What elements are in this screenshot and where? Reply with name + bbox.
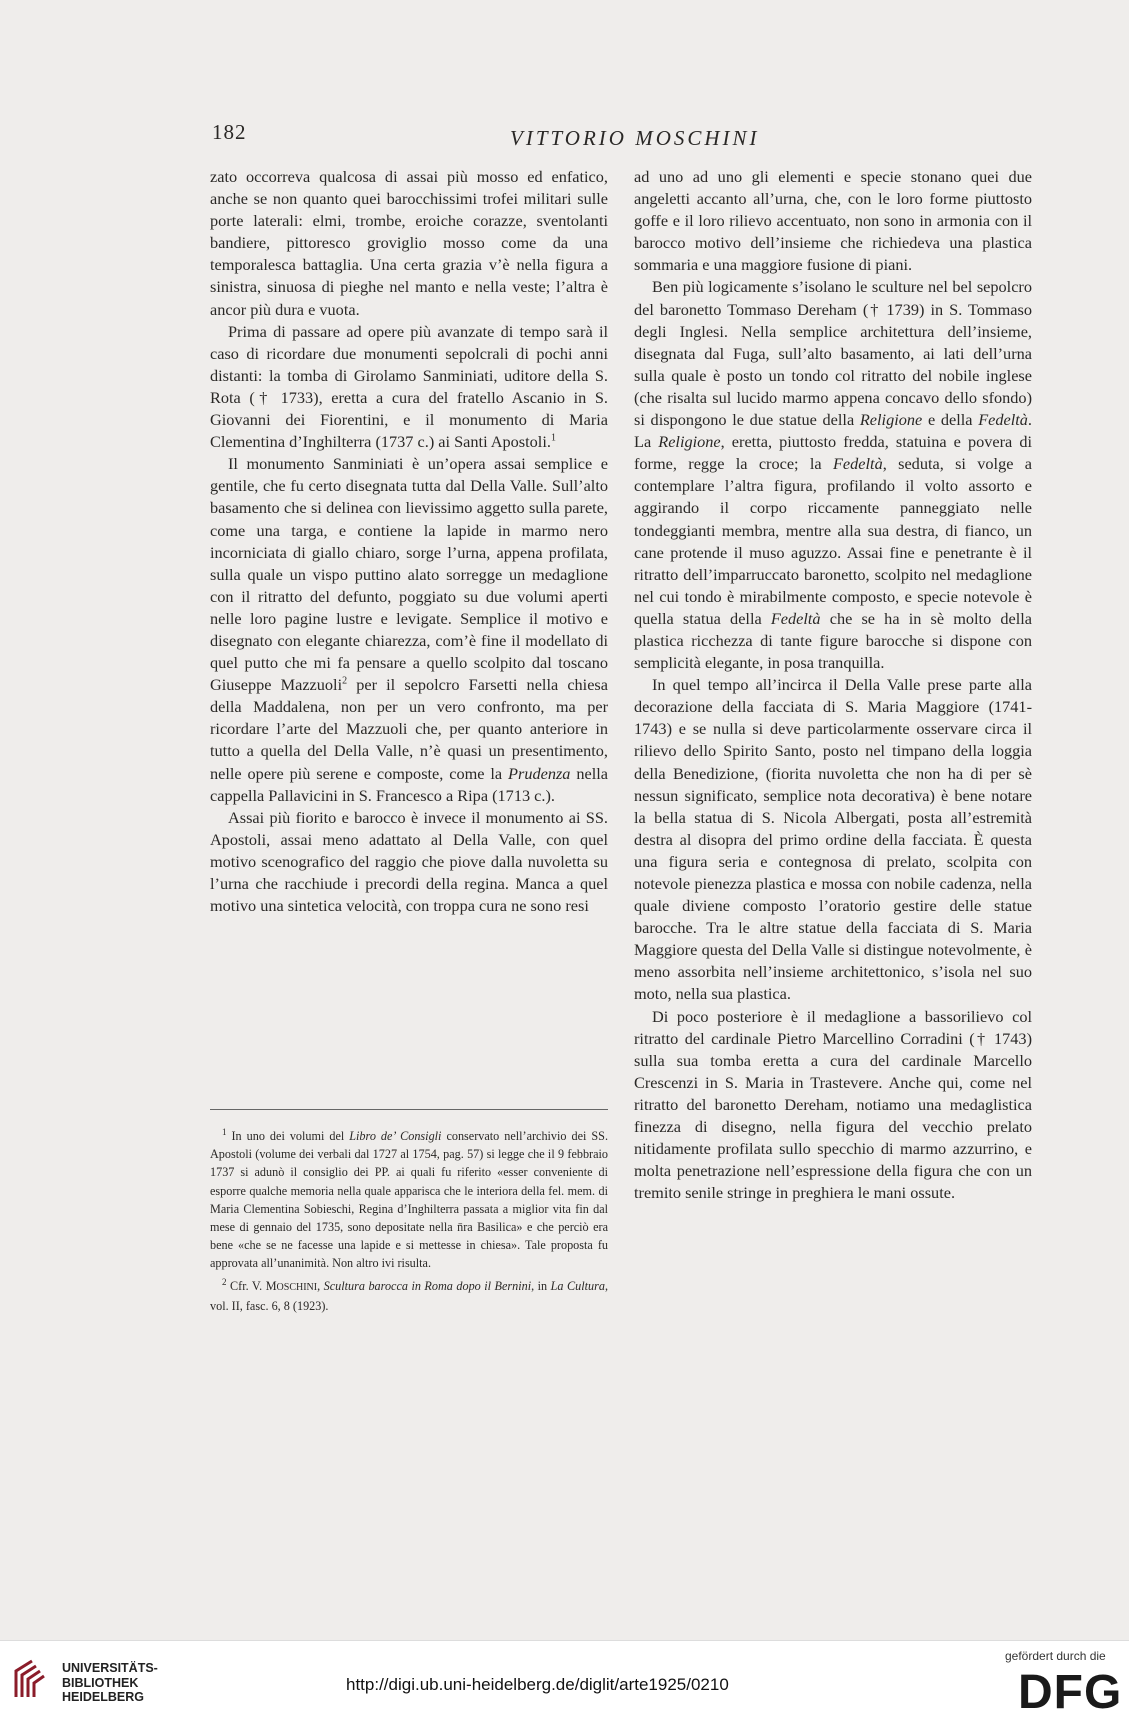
paragraph: ad uno ad uno gli elementi e specie stonano quei due angeletti accanto all’urna, che, con le loro forme piuttosto goffe e il loro rilievo accentuato, non sono in armonia con il barocco motivo dell’insieme che richiedeva una plastica sommaria e una maggiore fusione di piani. — [634, 167, 1032, 275]
paragraph: Il monumento Sanminiati è un’opera assai semplice e gentile, che fu certo disegnata tutta dal Della Valle. Sull’alto basamento che si delinea con lievissimo aggetto sulla parete, come una targa, e contiene la lapide in marmo nero incorniciata di giallo chiaro, sorge l’urna, appena profilata, sulla quale un vispo puttino alato sorregge un medaglione con il ritratto del defunto, poggiato su due volumi aperti nelle loro pagine lustre e levigate. Semplice il motivo e disegnato con elegante chiarezza, com’è fine il modellato di quel putto che mi fa pensare a quello scolpito dal toscano Giuseppe Mazzuoli$^2$ per il sepolcro Farsetti nella chiesa della Maddalena, non per un vero confronto, ma per ricordare l’arte del Mazzuoli che, per quanto anteriore in tutto a quella del Della Valle, n’è quasi un presentimento, nelle opere più serene e composte, come la Prudenza nella cappella Pallavicini in S. Francesco a Ripa (1713 c.). — [210, 454, 608, 805]
paragraph: zato occorreva qualcosa di assai più mosso ed enfatico, anche se non quanto quei barocchissimi trofei militari sulle porte laterali: elmi, trombe, eroiche corazze, sventolanti bandiere, pittoresco groviglio mosso come da una temporalesca battaglia. Una certa grazia v’è nella figura a sinistra, sinuosa di pieghe nel manto e nella veste; l’altra è ancor più dura e vuota. — [210, 167, 608, 319]
running-title: VITTORIO MOSCHINI — [510, 126, 760, 150]
page-number: 182 — [212, 120, 247, 144]
right-text-column — [634, 166, 1032, 1204]
permalink-url[interactable]: http://digi.ub.uni-heidelberg.de/diglit/arte1925/0210 — [346, 1675, 729, 1694]
footnote-divider — [210, 1109, 608, 1110]
library-name — [62, 1661, 158, 1705]
footnote: $^2$ Cfr. V. MOSCHINI, Scultura barocca in Roma dopo il Bernini, in La Cultura, vol. II, fasc. 6, 8 (1923). — [210, 1276, 608, 1313]
funded-by-label: gefördert durch die — [1005, 1649, 1106, 1663]
paragraph: In quel tempo all’incirca il Della Valle prese parte alla decorazione della facciata di S. Maria Maggiore (1741-1743) e se nulla si deve particolarmente osservare circa il rilievo dello Spirito Santo, posto nel timpano della loggia della Benedizione, (fiorita nuvoletta che non ha di per sè nessun significato, semplice nota decorativa) è bene notare la bella statua di S. Nicola Albergati, posta all’estremità destra al disopra del primo ordine della facciata. È questa una figura seria e contegnosa di prelato, scolpita con notevole pienezza plastica e mossa con nobile cadenza, nella quale diviene composto l’oratorio gestire delle statue barocche. Tra le altre statue della facciata di S. Maria Maggiore questa del Della Valle si distingue notevolmente, è meno assorbita nell’insieme architettonico, s’isola nel suo moto, nella sua plastica. — [634, 675, 1032, 1004]
left-text-column — [210, 166, 608, 917]
dfg-logo: DFG — [1018, 1666, 1123, 1719]
paragraph: Prima di passare ad opere più avanzate di tempo sarà il caso di ricordare due monumenti sepolcrali di pochi anni distanti: la tomba di Girolamo Sanminiati, uditore della S. Rota († 1733), eretta a cura del fratello Ascanio in S. Giovanni dei Fiorentini, e il monumento di Maria Clementina d’Inghilterra (1737 c.) ai Santi Apostoli.$^1$ — [210, 321, 608, 452]
footnotes — [210, 1127, 608, 1319]
library-logo-icon — [12, 1657, 54, 1701]
library-name-line: HEIDELBERG — [62, 1690, 144, 1704]
footnote: $^1$ In uno dei volumi del Libro de’ Consigli conservato nell’archivio dei SS. Apostoli (volume dei verbali dal 1727 al 1754, pag. 57) si legge che il 9 febbraio 1737 si adunò il consiglio dei PP. ai quali fu riferito «esser conveniente di esporre qualche memoria nella quale apparisca che le interiora della fel. mem. di Maria Clementina Sobieschi, Regina d’Inghilterra passata a miglior vita fin dal mese di gennaio del 1735, sono depositate nella n̄ra Basilica» e che perciò era bene «che se ne facesse una lapide e si mettesse in chiesa». Tale proposta fu approvata all’unanimità. Non altro ivi risulta. — [210, 1126, 608, 1271]
paragraph: Di poco posteriore è il medaglione a bassorilievo col ritratto del cardinale Pietro Marcellino Corradini († 1743) sulla sua tomba eretta a cura del cardinale Marcello Crescenzi in S. Maria in Trastevere. Anche qui, come nel ritratto del baronetto Dereham, notiamo una medaglistica finezza di disegno, nella figura del vecchio prelato nitidamente profilata sullo specchio di marmo azzurrino, e molta penetrazione nell’espressione della figura che con un tremito senile stringe in preghiera le mani ossute. — [634, 1006, 1032, 1203]
paragraph: Ben più logicamente s’isolano le sculture nel bel sepolcro del baronetto Tommaso Dereham († 1739) in S. Tommaso degli Inglesi. Nella semplice architettura dell’insieme, disegnata dal Fuga, sull’alto basamento, ai lati dell’urna sulla quale è posto un tondo col ritratto del nobile inglese (che risalta sul lucido marmo appena concavo dello sfondo) si dispongono le due statue della Religione e della Fedeltà. La Religione, eretta, piuttosto fredda, statuina e povera di forme, regge la croce; la Fedeltà, seduta, si volge a contemplare l’altra figura, profilando il volto assorto e aggirando il corpo riccamente panneggiato nelle tondeggianti membra, mentre alla sua destra, di fianco, un cane protende il muso aguzzo. Assai fine e penetrante è il ritratto dell’imparruccato baronetto, scolpito nel medaglione nel cui tondo è mirabilmente composto, e specie notevole è quella statua della Fedeltà che se ha in sè molto della plastica ricchezza di tante figure barocche si dispone con semplicità elegante, in posa tranquilla. — [634, 277, 1033, 673]
library-name-line: BIBLIOTHEK — [62, 1675, 139, 1690]
paragraph: Assai più fiorito e barocco è invece il monumento ai SS. Apostoli, assai meno adattato al Della Valle, con quel motivo scenografico del raggio che piove dalla nuvoletta su l’urna che racchiude i precordi della regina. Manca a quel motivo una sintetica velocità, con troppa cura ne sono resi — [210, 807, 608, 916]
library-name-line: UNIVERSITÄTS- — [62, 1661, 158, 1675]
viewer-footer — [0, 1640, 1129, 1726]
